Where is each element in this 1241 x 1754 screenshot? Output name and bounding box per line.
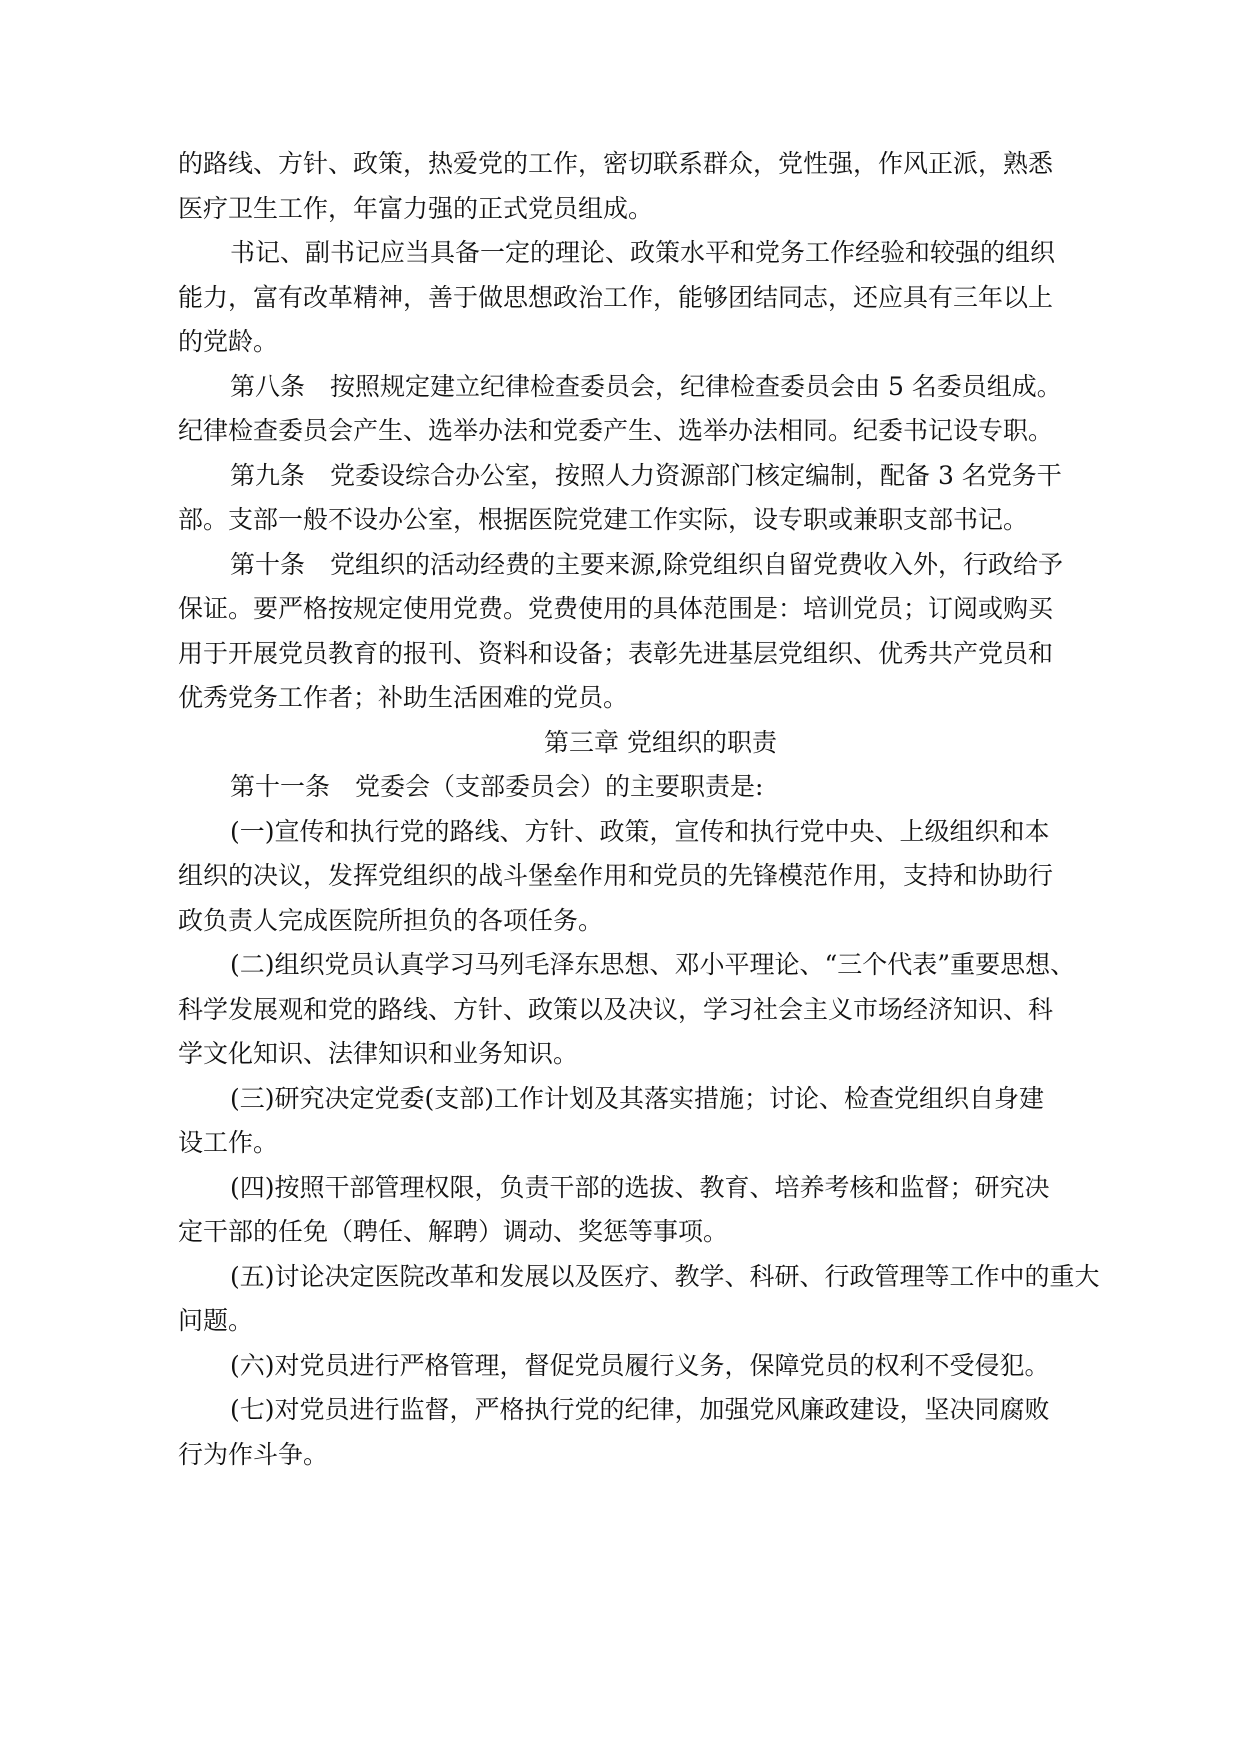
text-line: 书记、副书记应当具备一定的理论、政策水平和党务工作经验和较强的组织 <box>230 238 1056 267</box>
text-line: 优秀党务工作者；补助生活困难的党员。 <box>178 683 629 712</box>
text-line: (三)研究决定党委(支部)工作计划及其落实措施；讨论、检查党组织自身建 <box>230 1083 1045 1113</box>
text-line: 政负责人完成医院所担负的各项任务。 <box>178 905 604 935</box>
text-line: (一)宣传和执行党的路线、方针、政策，宣传和执行党中央、上级组织和本 <box>230 816 1050 846</box>
text-line: 的路线、方针、政策，热爱党的工作，密切联系群众，党性强，作风正派，熟悉 <box>178 149 1054 178</box>
text-line: 科学发展观和党的路线、方针、政策以及决议，学习社会主义市场经济知识、科 <box>178 994 1054 1024</box>
text-line: (六)对党员进行严格管理，督促党员履行义务，保障党员的权利不受侵犯。 <box>230 1350 1050 1380</box>
chapter-heading: 第三章 党组织的职责 <box>544 727 777 757</box>
text-line: 保证。要严格按规定使用党费。党费使用的具体范围是：培训党员；订阅或购买 <box>178 594 1054 623</box>
article-10-line: 第十条 党组织的活动经费的主要来源,除党组织自留党费收入外，行政给予 <box>230 549 1063 579</box>
article-11-line: 第十一条 党委会（支部委员会）的主要职责是: <box>230 772 764 801</box>
text-line: 部。支部一般不设办公室，根据医院党建工作实际，设专职或兼职支部书记。 <box>178 505 1029 534</box>
text-line: 能力，富有改革精神，善于做思想政治工作，能够团结同志，还应具有三年以上 <box>178 282 1054 312</box>
text-line: 的党龄。 <box>178 327 279 356</box>
text-line: 医疗卫生工作，年富力强的正式党员组成。 <box>178 193 654 223</box>
text-line: 用于开展党员教育的报刊、资料和设备；表彰先进基层党组织、优秀共产党员和 <box>178 638 1054 668</box>
text-line: 行为作斗争。 <box>178 1439 329 1469</box>
text-line: (七)对党员进行监督，严格执行党的纪律，加强党风廉政建设，坚决同腐败 <box>230 1395 1050 1424</box>
article-8-line: 第八条 按照规定建立纪律检查委员会，纪律检查委员会由 5 名委员组成。 <box>230 371 1062 401</box>
text-line: 学文化知识、法律知识和业务知识。 <box>178 1039 579 1068</box>
text-line: 定干部的任免（聘任、解聘）调动、奖惩等事项。 <box>178 1217 729 1246</box>
text-line: 组织的决议，发挥党组织的战斗堡垒作用和党员的先锋模范作用，支持和协助行 <box>178 861 1054 890</box>
document-body <box>178 142 1100 1477</box>
article-9-line: 第九条 党委设综合办公室，按照人力资源部门核定编制，配备 3 名党务干 <box>230 460 1062 490</box>
text-line: 设工作。 <box>178 1128 279 1157</box>
text-line: 纪律检查委员会产生、选举办法和党委产生、选举办法相同。纪委书记设专职。 <box>178 416 1054 445</box>
text-line: (五)讨论决定医院改革和发展以及医疗、教学、科研、行政管理等工作中的重大 <box>230 1261 1100 1291</box>
text-line: (二)组织党员认真学习马列毛泽东思想、邓小平理论、“三个代表”重要思想、 <box>230 950 1076 979</box>
text-line: 问题。 <box>178 1306 254 1335</box>
text-line: (四)按照干部管理权限，负责干部的选拔、教育、培养考核和监督；研究决 <box>230 1172 1050 1202</box>
